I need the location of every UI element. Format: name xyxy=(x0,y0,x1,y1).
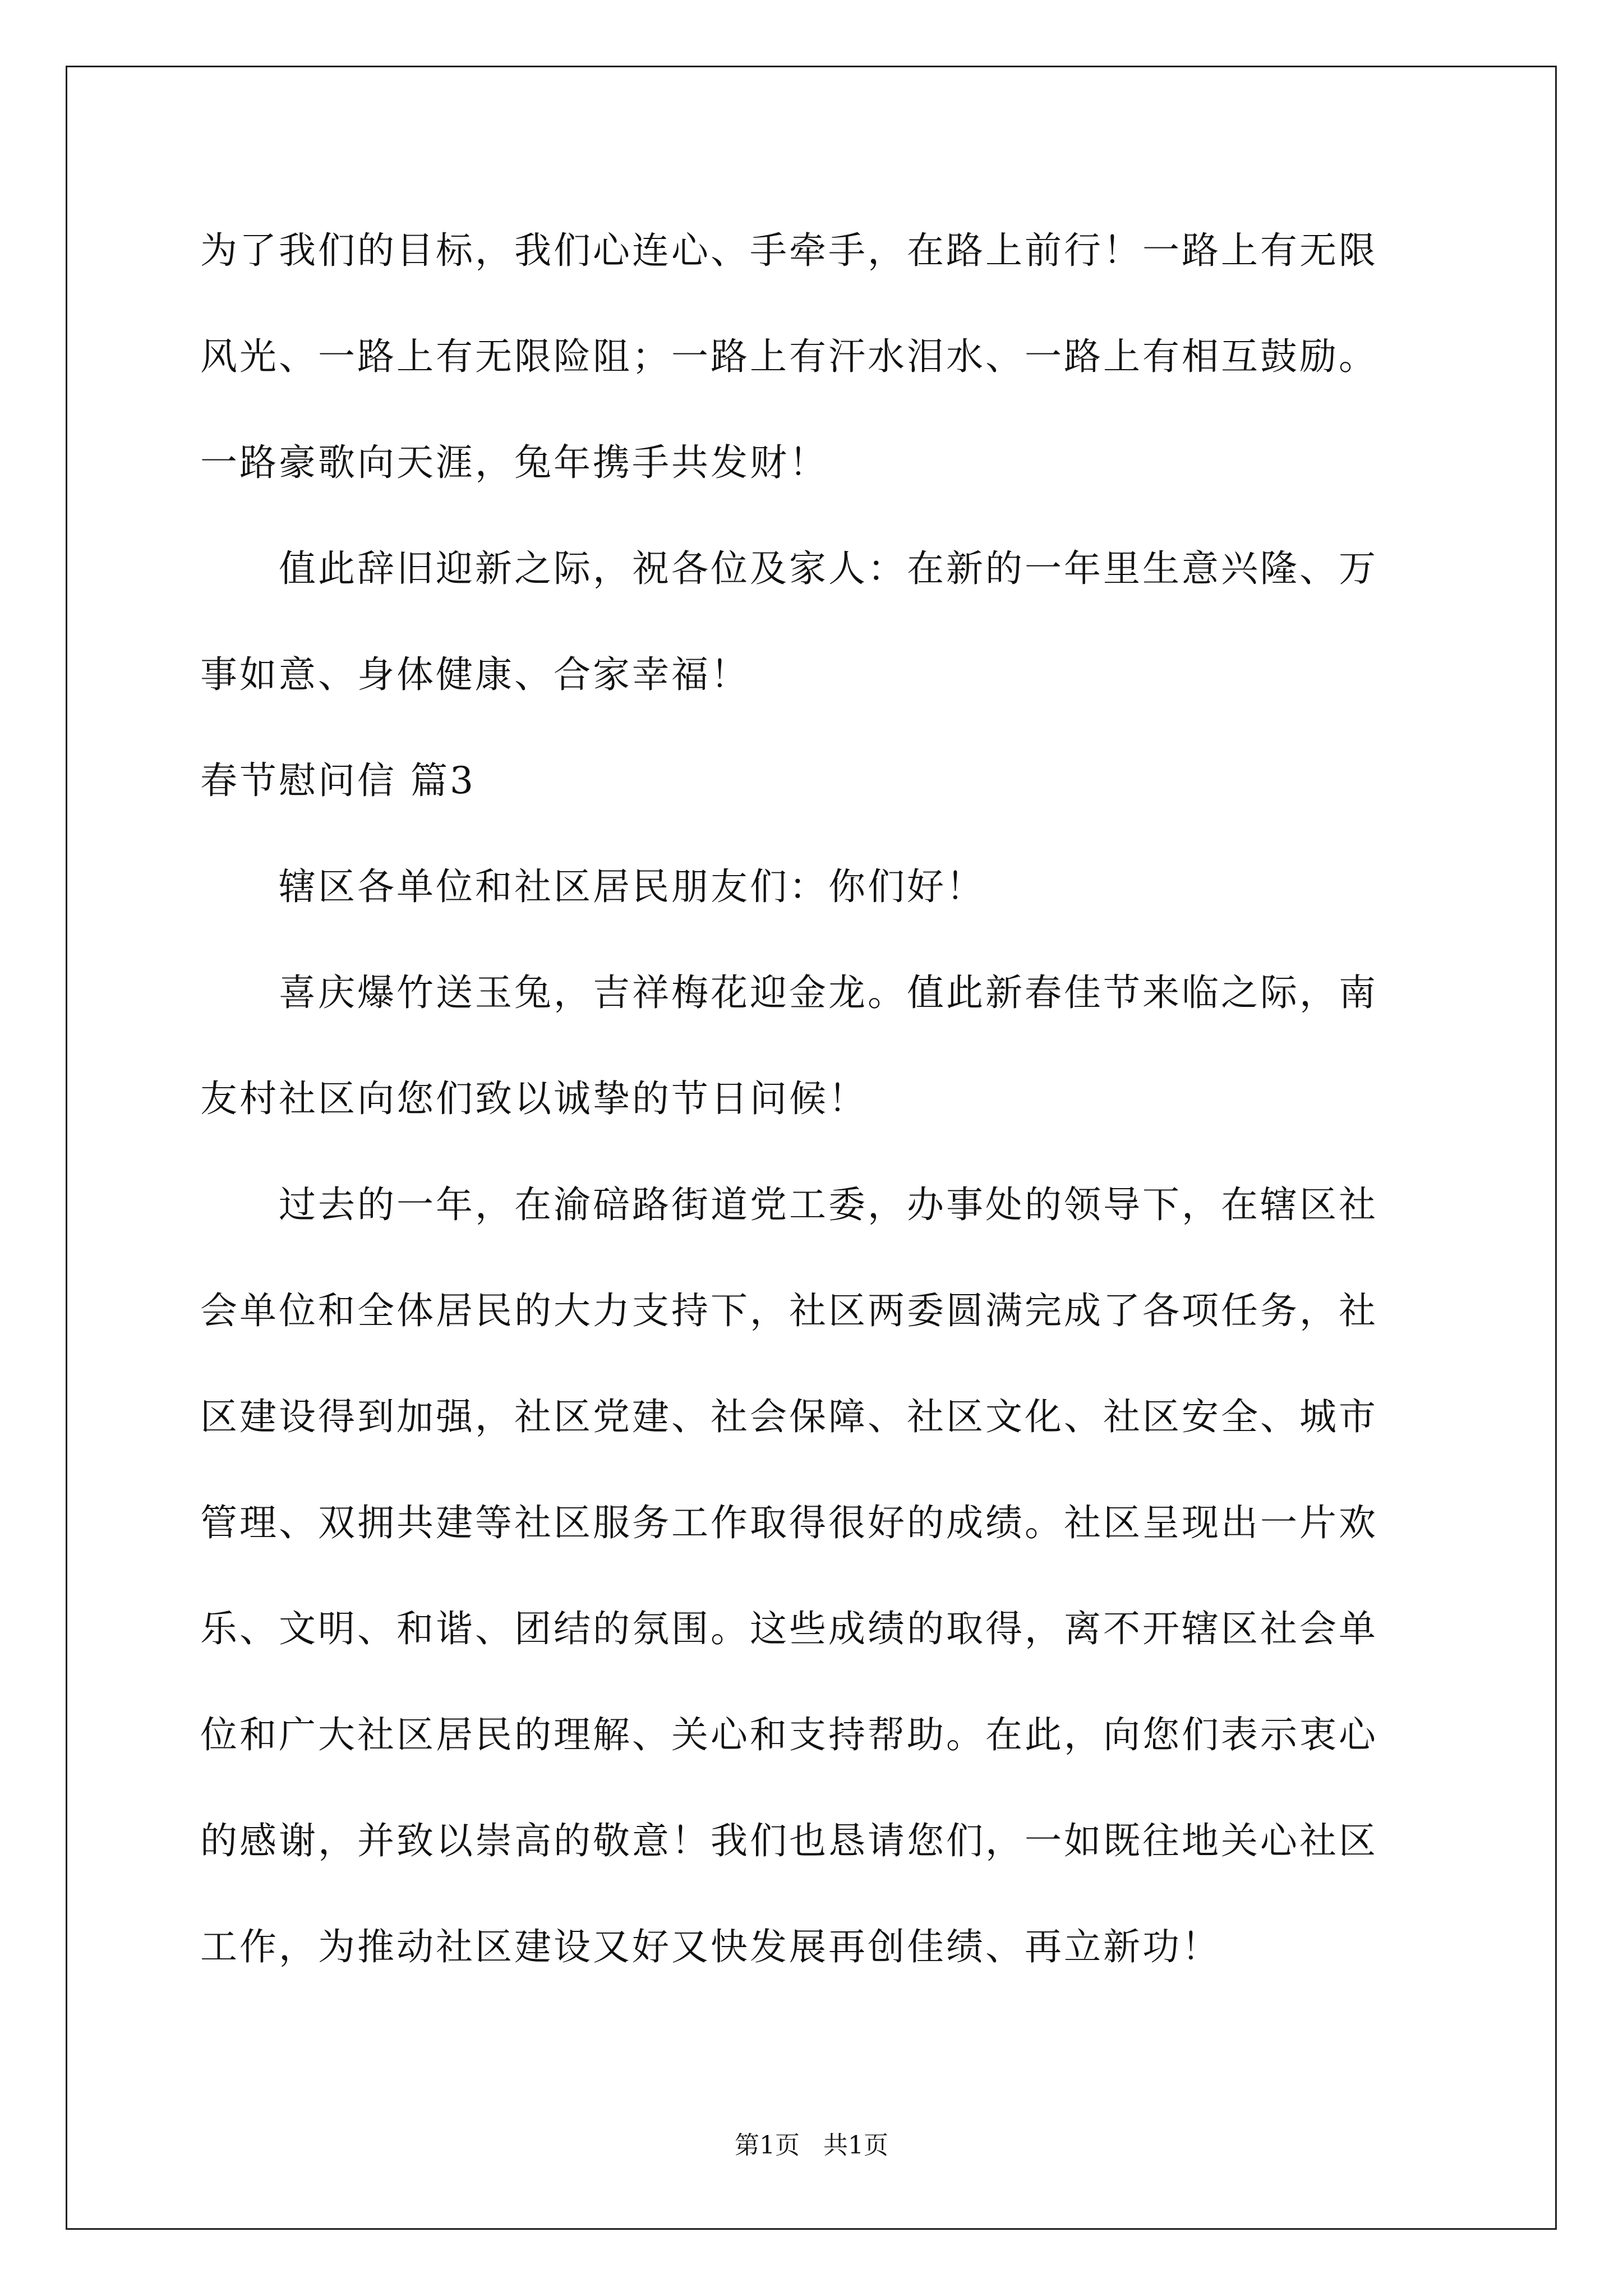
text-line: 风光、一路上有无限险阻；一路上有汗水泪水、一路上有相互鼓励。 xyxy=(200,335,1378,378)
text-line: 乐、文明、和谐、团结的氛围。这些成绩的取得，离不开辖区社会单 xyxy=(200,1607,1378,1650)
text-line: 过去的一年，在渝碚路街道党工委，办事处的领导下，在辖区社 xyxy=(279,1183,1378,1226)
text-line: 值此辞旧迎新之际，祝各位及家人：在新的一年里生意兴隆、万 xyxy=(279,547,1378,590)
text-line: 位和广大社区居民的理解、关心和支持帮助。在此，向您们表示衷心 xyxy=(200,1713,1378,1756)
text-line: 一路豪歌向天涯，兔年携手共发财！ xyxy=(200,441,828,484)
section-heading: 春节慰问信 篇3 xyxy=(200,759,476,802)
text-line: 友村社区向您们致以诚挚的节日问候！ xyxy=(200,1077,868,1120)
document-body xyxy=(200,209,1440,2011)
text-line: 管理、双拥共建等社区服务工作取得很好的成绩。社区呈现出一片欢 xyxy=(200,1501,1378,1544)
text-line: 事如意、身体健康、合家幸福！ xyxy=(200,653,750,696)
text-line: 喜庆爆竹送玉兔，吉祥梅花迎金龙。值此新春佳节来临之际，南 xyxy=(279,971,1378,1014)
text-line: 会单位和全体居民的大力支持下，社区两委圆满完成了各项任务，社 xyxy=(200,1289,1378,1332)
text-line: 工作，为推动社区建设又好又快发展再创佳绩、再立新功！ xyxy=(200,1925,1221,1968)
text-line: 区建设得到加强，社区党建、社会保障、社区文化、社区安全、城市 xyxy=(200,1395,1378,1438)
text-line: 的感谢，并致以崇高的敬意！我们也恳请您们，一如既往地关心社区 xyxy=(200,1819,1378,1862)
text-line: 为了我们的目标，我们心连心、手牵手，在路上前行！一路上有无限 xyxy=(200,229,1378,272)
page-number-footer: 第1页 共1页 xyxy=(735,2131,888,2160)
salutation: 辖区各单位和社区居民朋友们：你们好！ xyxy=(279,865,985,908)
